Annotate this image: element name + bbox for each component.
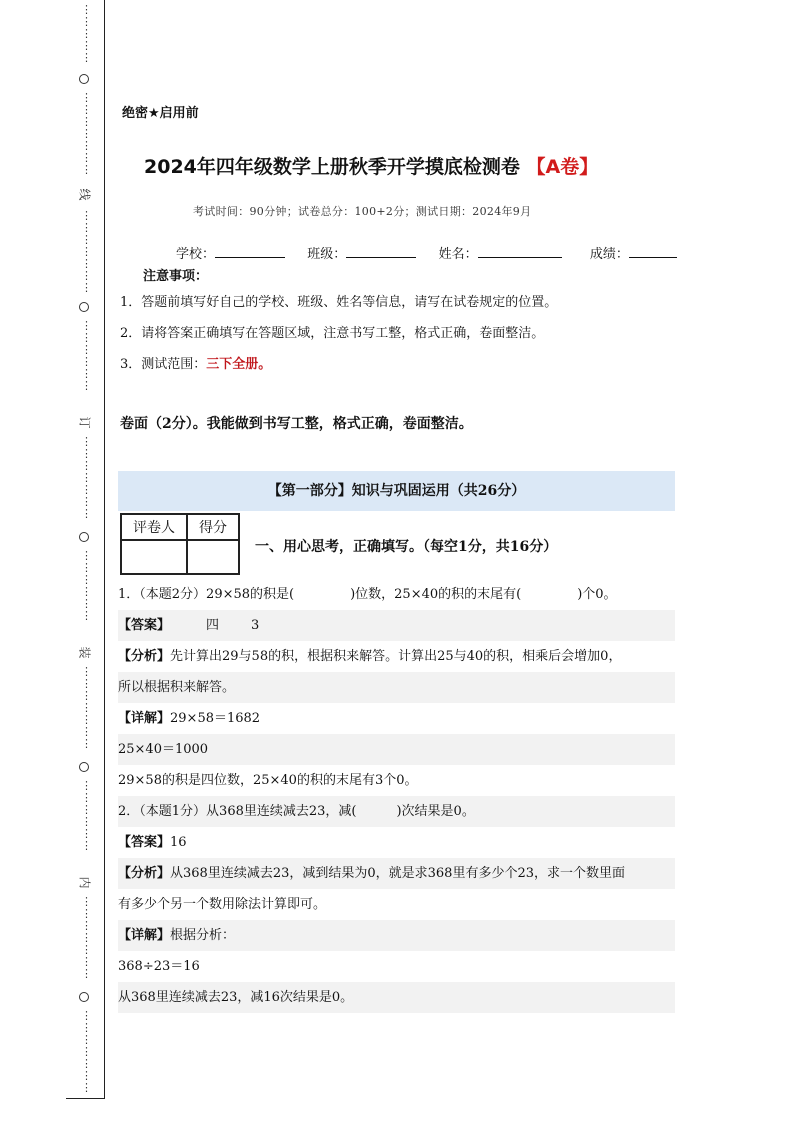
class-field[interactable] [346, 245, 416, 258]
detail-text: 29×58＝1682 [170, 711, 261, 726]
name-field[interactable] [478, 245, 562, 258]
analysis-label: 【分析】 [118, 649, 171, 664]
answer-value: 16 [170, 835, 187, 850]
stem-part: )位数，25×40的积的末尾有( [350, 587, 522, 602]
detail-row: 从368里连续减去23，减16次结果是0。 [118, 982, 675, 1013]
binding-hole-icon [79, 762, 89, 772]
binding-margin [66, 0, 105, 1099]
exam-meta: 考试时间：90分钟；试卷总分：100+2分；测试日期：2024年9月 [193, 205, 532, 218]
analysis-row [118, 641, 675, 672]
confidential-mark: 绝密★启用前 [122, 106, 199, 121]
dotted-line: ⋮ ⋮ ⋮ ⋮ ⋮ ⋮ ⋮ [81, 435, 92, 520]
detail-label: 【详解】 [118, 711, 171, 726]
title-text: 2024年四年级数学上册秋季开学摸底检测卷 [144, 156, 520, 178]
test-scope: 三下全册。 [206, 357, 272, 372]
question-group-heading: 一、用心思考，正确填写。（每空1分，共16分） [255, 539, 558, 555]
detail-row: 25×40＝1000 [118, 734, 675, 765]
answer-row [118, 827, 675, 858]
dotted-line: ⋮ ⋮ ⋮ ⋮ ⋮ ⋮ [81, 779, 92, 852]
notice-item [120, 353, 271, 372]
page-title [144, 152, 598, 179]
class-label: 班级： [307, 247, 347, 262]
binding-hole-icon [79, 74, 89, 84]
detail-row: 368÷23＝16 [118, 959, 200, 974]
answer-label: 【答案】 [118, 618, 171, 633]
analysis-row [118, 858, 675, 889]
school-label: 学校： [176, 247, 216, 262]
dotted-line: ⋮ ⋮ ⋮ ⋮ ⋮ ⋮ ⋮ [81, 665, 92, 750]
detail-row [118, 703, 675, 734]
answer-value: 四 [206, 618, 220, 633]
analysis-row: 所以根据积来解答。 [118, 672, 675, 703]
grade-table [120, 513, 240, 575]
binding-char: 内 [77, 876, 92, 889]
question-stem [118, 579, 675, 610]
analysis-label: 【分析】 [118, 866, 171, 881]
score-field[interactable] [629, 245, 677, 258]
dotted-line: ⋮ ⋮ ⋮ ⋮ ⋮ ⋮ [81, 319, 92, 392]
binding-char: 订 [77, 416, 92, 429]
student-info-fields [176, 243, 677, 262]
binding-hole-icon [79, 532, 89, 542]
section-heading: 【第一部分】知识与巩固运用（共26分） [118, 471, 675, 511]
detail-text: 根据分析： [170, 928, 236, 943]
binding-hole-icon [79, 302, 89, 312]
grader-cell[interactable] [121, 540, 187, 574]
score-cell[interactable] [187, 540, 239, 574]
notice-title: 注意事项： [143, 269, 209, 284]
dotted-line: ⋮ ⋮ ⋮ ⋮ ⋮ ⋮ ⋮ [81, 209, 92, 294]
grader-header: 评卷人 [121, 514, 187, 540]
score-header: 得分 [187, 514, 239, 540]
question-stem [118, 796, 675, 827]
notice-item: 2．请将答案正确填写在答题区域，注意书写工整，格式正确，卷面整洁。 [120, 326, 545, 341]
detail-row [118, 920, 675, 951]
name-label: 姓名： [438, 247, 478, 262]
score-label: 成绩： [589, 247, 629, 262]
notice-item-prefix: 3．测试范围： [120, 357, 207, 372]
title-tag: 【A卷】 [526, 156, 599, 178]
binding-char: 线 [77, 188, 92, 201]
school-field[interactable] [215, 245, 285, 258]
notice-item: 1．答题前填写好自己的学校、班级、姓名等信息，请写在试卷规定的位置。 [120, 295, 558, 310]
dotted-line: ⋮ ⋮ ⋮ ⋮ ⋮ ⋮ [81, 549, 92, 622]
binding-hole-icon [79, 992, 89, 1002]
paper-neatness-line: 卷面（2分）。我能做到书写工整，格式正确，卷面整洁。 [120, 416, 473, 432]
detail-label: 【详解】 [118, 928, 171, 943]
dotted-line: ⋮ ⋮ ⋮ ⋮ ⋮ ⋮ ⋮ [81, 1009, 92, 1094]
stem-part: 2．（本题1分）从368里连续减去23，减( [118, 804, 357, 819]
stem-part: 1．（本题2分）29×58的积是( [118, 587, 295, 602]
analysis-text: 从368里连续减去23，减到结果为0，就是求368里有多少个23，求一个数里面 [170, 866, 625, 881]
answer-label: 【答案】 [118, 835, 171, 850]
dotted-line: ⋮ ⋮ ⋮ ⋮ ⋮ [81, 3, 92, 64]
answer-value: 3 [251, 618, 260, 633]
analysis-row: 有多少个另一个数用除法计算即可。 [118, 897, 327, 912]
stem-part: )次结果是0。 [396, 804, 475, 819]
answer-row [118, 610, 675, 641]
dotted-line: ⋮ ⋮ ⋮ ⋮ ⋮ ⋮ ⋮ [81, 895, 92, 980]
detail-row: 29×58的积是四位数，25×40的积的末尾有3个0。 [118, 773, 418, 788]
stem-part: )个0。 [577, 587, 617, 602]
binding-char: 装 [77, 646, 92, 659]
analysis-text: 先计算出29与58的积，根据积来解答。计算出25与40的积，相乘后会增加0， [170, 649, 622, 664]
dotted-line: ⋮ ⋮ ⋮ ⋮ ⋮ ⋮ ⋮ [81, 91, 92, 176]
